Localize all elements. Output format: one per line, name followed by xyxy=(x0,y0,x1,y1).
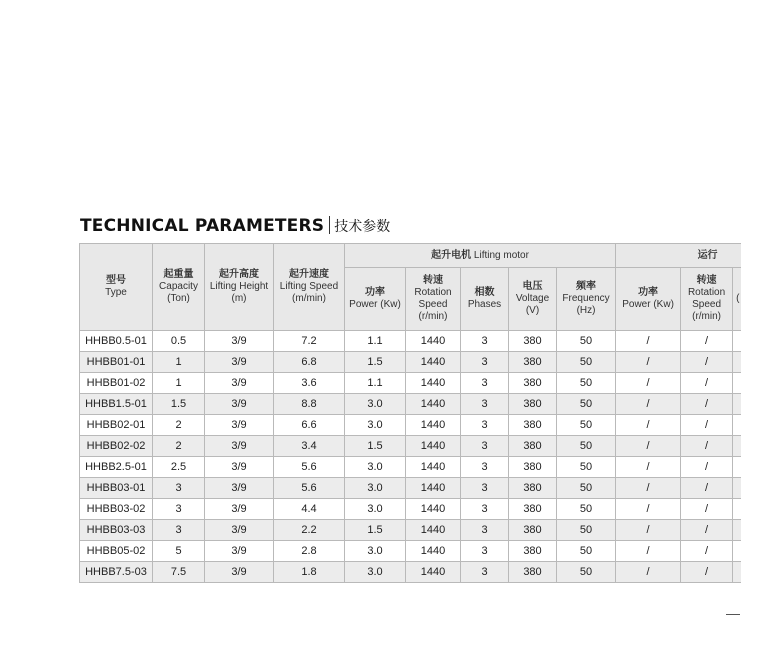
table-cell: 1.5 xyxy=(153,394,205,415)
table-cell: 3/9 xyxy=(205,415,274,436)
table-cell: HHBB03-02 xyxy=(80,499,153,520)
col-header-lift-power: 功率 Power (Kw) xyxy=(345,268,406,331)
table-cell xyxy=(733,415,741,436)
table-cell: 50 xyxy=(557,436,616,457)
table-cell: 3 xyxy=(461,499,509,520)
table-cell: 0.5 xyxy=(153,331,205,352)
table-cell: / xyxy=(616,415,681,436)
table-cell: / xyxy=(616,499,681,520)
col-header-capacity: 起重量 Capacity (Ton) xyxy=(153,244,205,331)
table-cell: 2 xyxy=(153,436,205,457)
table-cell: 7.5 xyxy=(153,562,205,583)
table-cell: 3/9 xyxy=(205,457,274,478)
table-cell: 3 xyxy=(461,373,509,394)
table-cell: 50 xyxy=(557,331,616,352)
table-cell: / xyxy=(681,373,733,394)
table-cell: 3/9 xyxy=(205,436,274,457)
table-cell: 3 xyxy=(461,415,509,436)
table-cell: 1.1 xyxy=(345,331,406,352)
table-cell: 3 xyxy=(461,436,509,457)
table-cell: 1440 xyxy=(406,394,461,415)
col-header-voltage: 电压 Voltage (V) xyxy=(509,268,557,331)
table-cell: 3.0 xyxy=(345,457,406,478)
table-row xyxy=(80,457,742,478)
table-cell: 380 xyxy=(509,436,557,457)
table-cell: 1440 xyxy=(406,499,461,520)
table-cell: 1440 xyxy=(406,331,461,352)
table-cell: 3/9 xyxy=(205,478,274,499)
table-cell: HHBB1.5-01 xyxy=(80,394,153,415)
table-cell: 3.4 xyxy=(274,436,345,457)
table-cell: 5 xyxy=(153,541,205,562)
table-cell: HHBB01-02 xyxy=(80,373,153,394)
table-cell: 3 xyxy=(461,457,509,478)
table-cell: 3 xyxy=(461,562,509,583)
table-cell: 50 xyxy=(557,394,616,415)
table-row xyxy=(80,373,742,394)
table-cell: 8.8 xyxy=(274,394,345,415)
table-cell: 1.5 xyxy=(345,520,406,541)
table-cell: 2 xyxy=(153,415,205,436)
table-cell: / xyxy=(681,394,733,415)
table-cell: 3 xyxy=(461,394,509,415)
table-cell: 1 xyxy=(153,352,205,373)
table-cell: 2.2 xyxy=(274,520,345,541)
table-cell: / xyxy=(681,415,733,436)
table-cell: 1440 xyxy=(406,478,461,499)
table-cell xyxy=(733,373,741,394)
table-cell: 3/9 xyxy=(205,394,274,415)
table-cell: HHBB01-01 xyxy=(80,352,153,373)
table-cell: 3/9 xyxy=(205,541,274,562)
table-cell xyxy=(733,562,741,583)
col-header-lifting-speed: 起升速度 Lifting Speed (m/min) xyxy=(274,244,345,331)
table-cell: 380 xyxy=(509,478,557,499)
table-cell xyxy=(733,457,741,478)
table-cell: 1440 xyxy=(406,373,461,394)
table-cell: 3.0 xyxy=(345,541,406,562)
table-cell: HHBB05-02 xyxy=(80,541,153,562)
table-cell: HHBB03-03 xyxy=(80,520,153,541)
technical-parameters-table xyxy=(79,243,741,583)
table-cell: 1440 xyxy=(406,436,461,457)
table-cell: 3/9 xyxy=(205,352,274,373)
group-header-lifting-motor: 起升电机 Lifting motor xyxy=(345,244,616,268)
col-header-lift-rotation-speed: 转速 Rotation Speed (r/min) xyxy=(406,268,461,331)
table-cell: 3 xyxy=(461,541,509,562)
table-cell: 7.2 xyxy=(274,331,345,352)
table-cell: HHBB03-01 xyxy=(80,478,153,499)
table-row xyxy=(80,394,742,415)
table-cell: 3 xyxy=(153,478,205,499)
col-header-frequency: 频率 Frequency (Hz) xyxy=(557,268,616,331)
table-cell: 1440 xyxy=(406,541,461,562)
table-cell: 3/9 xyxy=(205,499,274,520)
table-cell: 50 xyxy=(557,499,616,520)
table-cell xyxy=(733,499,741,520)
table-cell: 6.8 xyxy=(274,352,345,373)
table-cell: HHBB02-01 xyxy=(80,415,153,436)
section-title-cn: 技术参数 xyxy=(334,219,391,235)
table-cell: 1.8 xyxy=(274,562,345,583)
table-cell: 2.8 xyxy=(274,541,345,562)
table-cell: / xyxy=(616,457,681,478)
table-cell: 50 xyxy=(557,520,616,541)
table-row xyxy=(80,331,742,352)
col-header-phases: 相数 Phases xyxy=(461,268,509,331)
col-header-run-power: 功率 Power (Kw) xyxy=(616,268,681,331)
table-cell: 380 xyxy=(509,562,557,583)
table-cell: 380 xyxy=(509,373,557,394)
table-cell: 50 xyxy=(557,352,616,373)
table-cell: 5.6 xyxy=(274,457,345,478)
table-cell: 5.6 xyxy=(274,478,345,499)
table-cell: 3/9 xyxy=(205,520,274,541)
table-cell: 1 xyxy=(153,373,205,394)
table-cell xyxy=(733,478,741,499)
table-cell: / xyxy=(681,499,733,520)
page-dash xyxy=(726,614,740,615)
table-cell: 3.0 xyxy=(345,394,406,415)
table-cell: / xyxy=(681,562,733,583)
table-cell: / xyxy=(616,520,681,541)
table-cell: 3.0 xyxy=(345,415,406,436)
table-cell: / xyxy=(681,436,733,457)
table-cell: 3.6 xyxy=(274,373,345,394)
table-cell: / xyxy=(616,373,681,394)
col-header-run-rotation-speed: 转速 Rotation Speed (r/min) xyxy=(681,268,733,331)
table-cell: 3 xyxy=(153,499,205,520)
table-row xyxy=(80,541,742,562)
table-cell: 1440 xyxy=(406,415,461,436)
table-cell: 50 xyxy=(557,478,616,499)
table-cell: 380 xyxy=(509,457,557,478)
technical-parameters-table-wrap xyxy=(79,243,741,586)
table-cell: 1440 xyxy=(406,457,461,478)
col-header-type: 型号 Type xyxy=(80,244,153,331)
table-row xyxy=(80,436,742,457)
table-cell: 50 xyxy=(557,415,616,436)
table-body xyxy=(80,331,742,583)
table-cell: 3/9 xyxy=(205,373,274,394)
col-header-run-partial: ( xyxy=(733,268,741,331)
table-cell: 380 xyxy=(509,394,557,415)
table-cell xyxy=(733,541,741,562)
table-cell: HHBB2.5-01 xyxy=(80,457,153,478)
table-cell: 50 xyxy=(557,373,616,394)
table-row xyxy=(80,499,742,520)
section-title-en: TECHNICAL PARAMETERS xyxy=(80,216,325,236)
table-cell: / xyxy=(681,331,733,352)
table-cell: / xyxy=(681,478,733,499)
table-row xyxy=(80,562,742,583)
table-cell xyxy=(733,394,741,415)
table-cell: 3.0 xyxy=(345,499,406,520)
table-cell: 1440 xyxy=(406,562,461,583)
table-cell: 3/9 xyxy=(205,331,274,352)
table-cell: 1.5 xyxy=(345,436,406,457)
table-cell: 4.4 xyxy=(274,499,345,520)
table-cell: 380 xyxy=(509,415,557,436)
table-cell: / xyxy=(681,520,733,541)
table-cell: 1440 xyxy=(406,520,461,541)
table-cell: 1.1 xyxy=(345,373,406,394)
table-cell: 380 xyxy=(509,499,557,520)
table-cell: 3.0 xyxy=(345,562,406,583)
table-cell: 3/9 xyxy=(205,562,274,583)
table-row xyxy=(80,415,742,436)
table-cell: 3 xyxy=(461,331,509,352)
table-cell: 380 xyxy=(509,352,557,373)
table-cell: 380 xyxy=(509,541,557,562)
table-cell: / xyxy=(616,478,681,499)
table-row xyxy=(80,478,742,499)
table-row xyxy=(80,352,742,373)
table-cell xyxy=(733,352,741,373)
section-title xyxy=(80,216,390,236)
group-header-running-motor: 运行 xyxy=(616,244,741,268)
table-cell: HHBB0.5-01 xyxy=(80,331,153,352)
table-cell: 50 xyxy=(557,457,616,478)
table-cell xyxy=(733,436,741,457)
table-cell: 50 xyxy=(557,541,616,562)
table-cell: 380 xyxy=(509,331,557,352)
table-cell: 3 xyxy=(153,520,205,541)
table-cell: 1440 xyxy=(406,352,461,373)
table-cell: 380 xyxy=(509,520,557,541)
table-row xyxy=(80,520,742,541)
table-cell: 3 xyxy=(461,478,509,499)
table-cell: 3 xyxy=(461,520,509,541)
table-cell xyxy=(733,331,741,352)
table-cell: / xyxy=(681,352,733,373)
table-cell: / xyxy=(681,457,733,478)
table-cell: / xyxy=(616,331,681,352)
table-cell: 50 xyxy=(557,562,616,583)
col-header-lifting-height: 起升高度 Lifting Height (m) xyxy=(205,244,274,331)
table-cell: 1.5 xyxy=(345,352,406,373)
title-divider xyxy=(329,216,330,234)
table-cell: / xyxy=(616,562,681,583)
table-cell: / xyxy=(681,541,733,562)
table-cell: 6.6 xyxy=(274,415,345,436)
table-cell: / xyxy=(616,541,681,562)
table-cell xyxy=(733,520,741,541)
table-cell: / xyxy=(616,436,681,457)
table-cell: 3 xyxy=(461,352,509,373)
table-cell: / xyxy=(616,352,681,373)
table-cell: 2.5 xyxy=(153,457,205,478)
table-cell: HHBB02-02 xyxy=(80,436,153,457)
table-cell: / xyxy=(616,394,681,415)
table-cell: HHBB7.5-03 xyxy=(80,562,153,583)
table-cell: 3.0 xyxy=(345,478,406,499)
